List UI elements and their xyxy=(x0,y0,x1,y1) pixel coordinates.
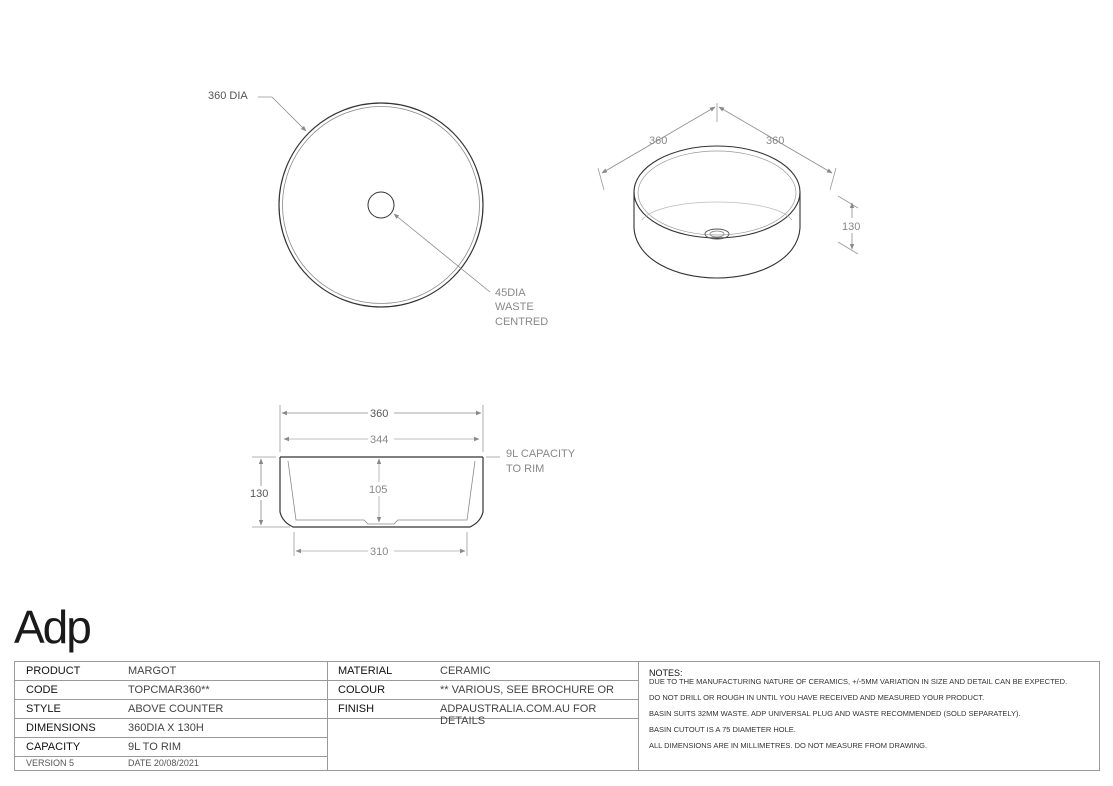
date-value: DATE 20/08/2021 xyxy=(128,758,199,768)
dimensions-row xyxy=(15,719,327,738)
code-label: CODE xyxy=(26,684,58,696)
iso-height-label: 130 xyxy=(842,221,861,233)
material-row xyxy=(327,662,638,681)
note-line: DUE TO THE MANUFACTURING NATURE OF CERAMICS, +/-5MM VARIATION IN SIZE AND DETAIL CAN BE EXPECTED. xyxy=(649,677,1068,686)
waste-label-line-2: WASTE xyxy=(495,301,534,313)
capacity-label-line-2: TO RIM xyxy=(506,463,545,475)
side-view xyxy=(248,405,576,558)
basin-rim-inner xyxy=(638,151,796,235)
basin-rim-outer xyxy=(634,146,800,238)
iso-view xyxy=(598,103,866,278)
iso-width-left-label: 360 xyxy=(649,135,668,147)
note-line: ALL DIMENSIONS ARE IN MILLIMETRES. DO NOT MEASURE FROM DRAWING. xyxy=(649,741,928,750)
title-block xyxy=(14,661,1100,771)
waste-hole xyxy=(368,192,394,218)
colour-value: ** VARIOUS, SEE BROCHURE OR xyxy=(440,684,614,696)
capacity-value: 9L TO RIM xyxy=(128,741,181,753)
basin-outer-rim xyxy=(279,103,483,307)
version-row xyxy=(15,754,327,772)
base-width-label: 310 xyxy=(370,546,389,558)
colour-label: COLOUR xyxy=(338,684,386,696)
iso-width-right-label: 360 xyxy=(766,135,785,147)
material-value: CERAMIC xyxy=(440,665,491,677)
style-row xyxy=(15,700,327,719)
top-view xyxy=(208,90,548,328)
capacity-label: CAPACITY xyxy=(26,741,81,753)
brand-logo: Adp xyxy=(14,601,90,653)
product-info-column xyxy=(15,662,328,770)
notes-column xyxy=(638,662,1100,770)
material-info-column xyxy=(327,662,639,770)
side-height-label: 130 xyxy=(250,488,269,500)
product-label: PRODUCT xyxy=(26,665,81,677)
waste-label-line-3: CENTRED xyxy=(495,316,549,328)
finish-row xyxy=(327,700,638,727)
style-value: ABOVE COUNTER xyxy=(128,703,224,715)
diameter-label: 360 DIA xyxy=(208,90,248,102)
code-value: TOPCMAR360** xyxy=(128,684,210,696)
basin-inner-rim xyxy=(283,107,480,304)
product-row xyxy=(15,662,327,681)
overall-width-label: 360 xyxy=(370,408,389,420)
note-line: BASIN CUTOUT IS A 75 DIAMETER HOLE. xyxy=(649,725,796,734)
material-label: MATERIAL xyxy=(338,665,393,677)
diameter-leader xyxy=(272,97,306,131)
product-value: MARGOT xyxy=(128,665,177,677)
note-line: DO NOT DRILL OR ROUGH IN UNTIL YOU HAVE RECEIVED AND MEASURED YOUR PRODUCT. xyxy=(649,693,985,702)
dimensions-value: 360DIA X 130H xyxy=(128,722,204,734)
style-label: STYLE xyxy=(26,703,61,715)
finish-label: FINISH xyxy=(338,703,375,715)
version-label: VERSION 5 xyxy=(26,758,75,768)
inner-depth-label: 105 xyxy=(369,484,388,496)
waste-leader xyxy=(394,214,490,292)
capacity-label-line-1: 9L CAPACITY xyxy=(506,448,576,460)
note-line: BASIN SUITS 32MM WASTE. ADP UNIVERSAL PLUG AND WASTE RECOMMENDED (SOLD SEPARATELY). xyxy=(649,709,1021,718)
waste-label-line-1: 45DIA xyxy=(495,287,526,299)
finish-value: ADPAUSTRALIA.COM.AU FOR DETAILS xyxy=(440,703,597,727)
dimensions-label: DIMENSIONS xyxy=(26,722,96,734)
colour-row xyxy=(327,681,638,700)
inner-width-label: 344 xyxy=(370,434,389,446)
code-row xyxy=(15,681,327,700)
notes-title: NOTES: xyxy=(649,668,683,678)
